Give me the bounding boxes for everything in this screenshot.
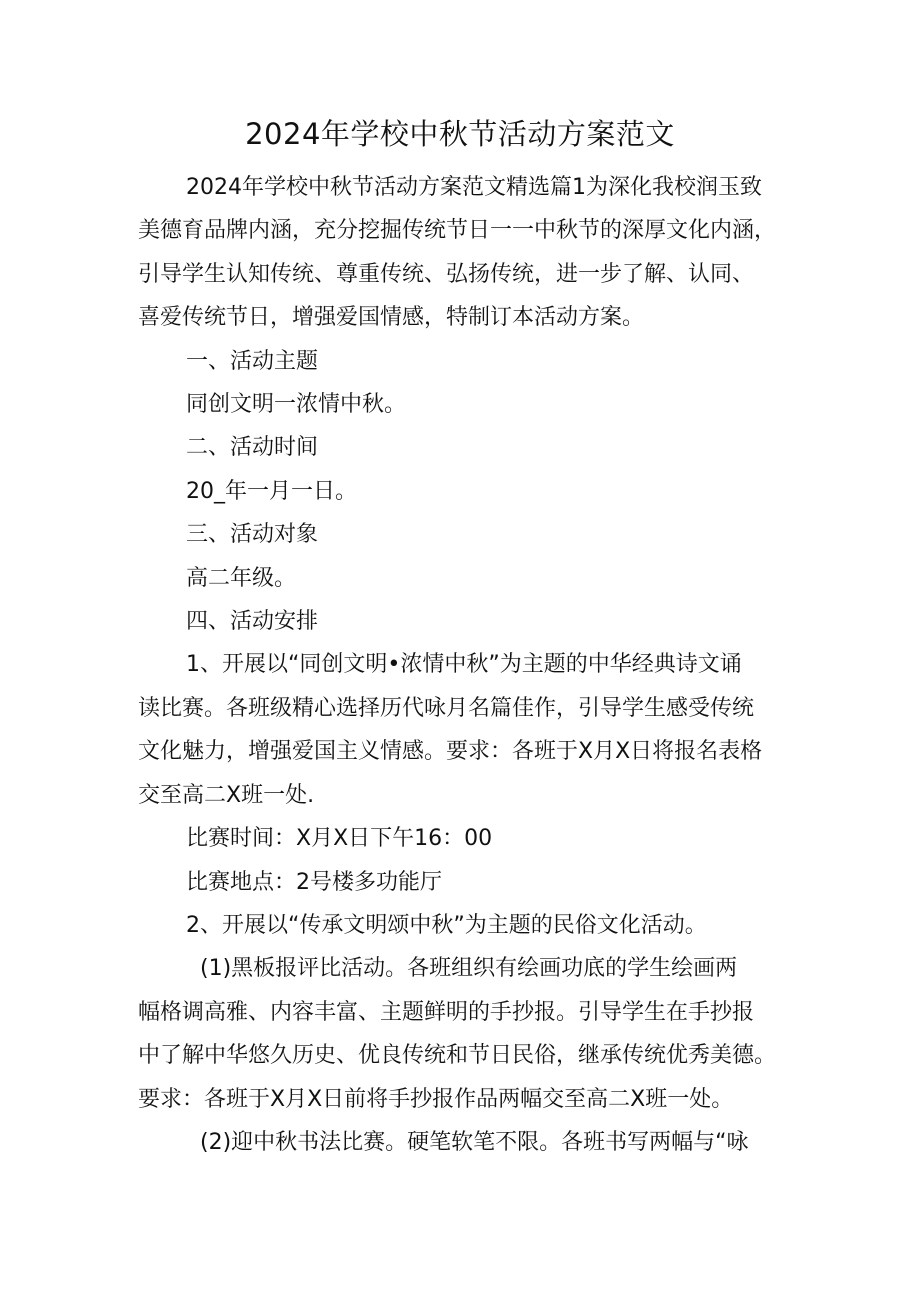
item1-paragraph-line: 交至高二X班一处. [138,782,315,808]
time-text: 20_年一月一日。 [186,478,357,504]
intro-paragraph-line: 2024年学校中秋节活动方案范文精选篇1为深化我校润玉致 [186,175,762,200]
intro-paragraph-line: 引导学生认知传统、尊重传统、弘扬传统，进一步了解、认同、 [138,261,755,287]
sub1-paragraph-line: (1)黑板报评比活动。各班组织有绘画功底的学生绘画两 [200,956,738,982]
sub1-paragraph-line: 中了解中华悠久历史、优良传统和节日民俗，继承传统优秀美德。 [138,1043,777,1069]
item1-paragraph-line: 读比赛。各班级精心选择历代咏月名篇佳作，引导学生感受传统 [138,695,755,721]
section-heading-audience: 三、活动对象 [186,522,319,548]
sub1-paragraph-line: 要求：各班于X月X日前将手抄报作品两幅交至高二X班一处。 [138,1086,734,1112]
theme-text: 同创文明一浓情中秋。 [186,392,407,418]
audience-text: 高二年级。 [186,565,297,591]
sub1-paragraph-line: 幅格调高雅、内容丰富、主题鲜明的手抄报。引导学生在手抄报 [138,999,755,1025]
intro-paragraph-line: 美德育品牌内涵，充分挖掘传统节日一一中秋节的深厚文化内涵， [138,218,777,244]
contest-place-text: 比赛地点：2号楼多功能厅 [186,869,442,895]
section-heading-time: 二、活动时间 [186,435,319,461]
intro-paragraph-line: 喜爱传统节日，增强爱国情感，特制订本活动方案。 [138,305,645,331]
sub2-paragraph-line: (2)迎中秋书法比赛。硬笔软笔不限。各班书写两幅与“咏 [200,1129,749,1155]
document-body [138,166,788,1164]
contest-time-text: 比赛时间：X月X日下午16：00 [186,826,493,852]
item2-paragraph: 2、开展以“传承文明颂中秋”为主题的民俗文化活动。 [186,912,707,938]
item1-paragraph-line: 文化魅力，增强爱国主义情感。要求：各班于X月X日将报名表格 [138,739,763,765]
section-heading-arrangement: 四、活动安排 [186,609,319,635]
document-title: 2024年学校中秋节活动方案范文 [245,117,675,151]
section-heading-theme: 一、活动主题 [186,348,319,374]
item1-paragraph-line: 1、开展以“同创文明•浓情中秋”为主题的中华经典诗文诵 [186,652,742,678]
